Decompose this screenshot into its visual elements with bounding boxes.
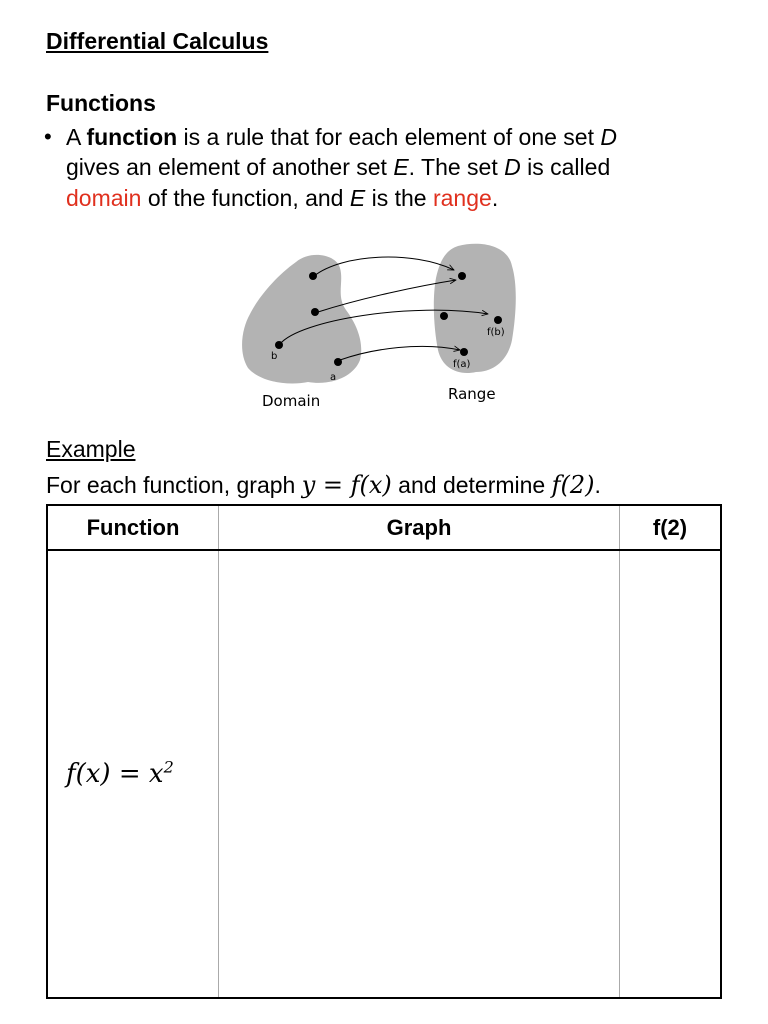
set-variable: D <box>600 124 617 150</box>
f2-value-cell[interactable] <box>620 550 722 998</box>
range-point-fb <box>494 316 502 324</box>
range-point-fa <box>460 348 468 356</box>
set-variable: E <box>349 185 366 211</box>
text: For each function, graph <box>46 472 302 498</box>
domain-point <box>309 272 317 280</box>
table-header-row <box>47 505 721 550</box>
section-heading: Functions <box>46 90 156 116</box>
definition-line-3 <box>66 183 498 213</box>
function-mapping-diagram <box>236 236 536 416</box>
math-expression: f(2) <box>551 471 595 499</box>
domain-point <box>311 308 319 316</box>
point-label-a: a <box>330 372 337 383</box>
range-label: Range <box>448 385 496 403</box>
text: . <box>594 472 601 498</box>
text: . <box>491 185 499 211</box>
text: is called <box>520 154 611 180</box>
math-expression: y = f(x) <box>301 471 392 499</box>
definition-line-2 <box>66 152 610 182</box>
range-blob <box>434 244 516 373</box>
text: is the <box>365 185 433 211</box>
function-cell <box>47 550 219 998</box>
point-label-b: b <box>271 351 278 362</box>
example-heading: Example <box>46 436 136 462</box>
range-point <box>458 272 466 280</box>
set-variable: D <box>504 154 521 180</box>
column-header-f2: f(2) <box>620 505 722 550</box>
function-table <box>46 504 722 999</box>
range-point <box>440 312 448 320</box>
column-header-graph: Graph <box>219 505 620 550</box>
domain-point-b <box>275 341 283 349</box>
term-function: function <box>86 124 178 150</box>
text: of the function, and <box>141 185 350 211</box>
domain-label: Domain <box>262 392 321 410</box>
term-range: range <box>432 185 492 211</box>
bullet-point-icon: • <box>44 124 52 149</box>
point-label-fa: f(a) <box>453 359 471 370</box>
point-label-fb: f(b) <box>487 327 505 338</box>
set-variable: E <box>393 154 409 180</box>
text: and determine <box>391 472 552 498</box>
text: A <box>66 124 87 150</box>
text: . The set <box>408 154 505 180</box>
function-exponent: 2 <box>163 757 174 777</box>
function-expression: f(x) = x <box>66 759 164 789</box>
text: is a rule that for each element of one set <box>177 124 601 150</box>
example-prompt <box>46 470 601 500</box>
graph-cell[interactable] <box>219 550 620 998</box>
definition-line-1 <box>66 122 617 152</box>
domain-point-a <box>334 358 342 366</box>
text: gives an element of another set <box>66 154 394 180</box>
document-title: Differential Calculus <box>46 28 269 54</box>
term-domain: domain <box>66 185 142 211</box>
column-header-function: Function <box>47 505 219 550</box>
table-row <box>47 550 721 998</box>
